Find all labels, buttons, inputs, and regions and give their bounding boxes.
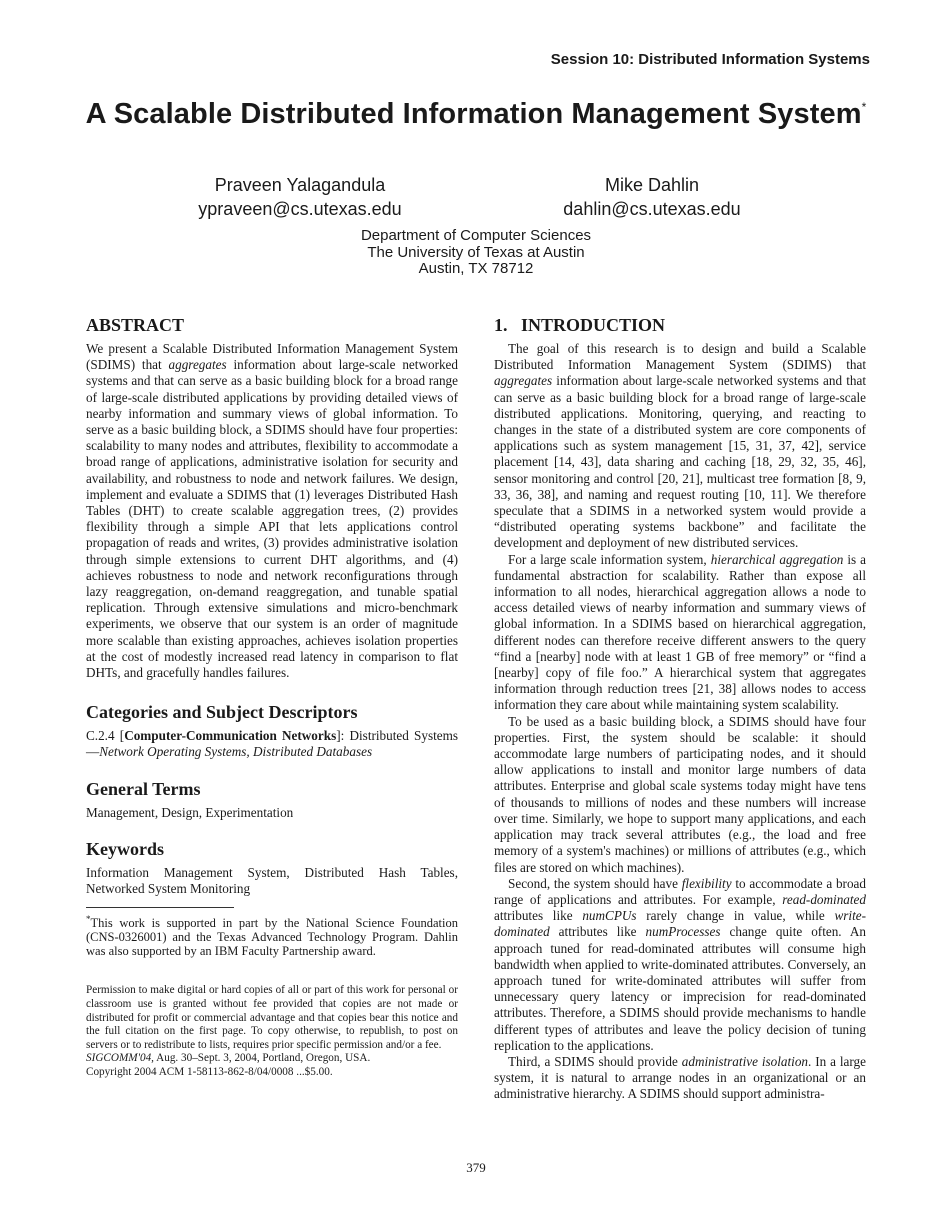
text-part: is a fundamental abstraction for scalability. Rather than expose all information to all nodes, hierarchical aggregation allows a node to access detailed views of nearby information and summary views of global information. In a SDIMS based on hierarchical aggregation, different nodes can therefore receive different answers to the query “find a [nearby] node with at least 1 GB of free memory” or “find a [nearby] copy of file foo.” A hierarchical system that aggregates information through reduction trees [21, 38] allows nodes to access information they care about while maintaining system scalability. [494,551,866,713]
venue-name: SIGCOMM'04, [86,1052,154,1065]
text-part: attributes like [549,924,646,940]
right-column [494,315,866,1103]
author-name: Praveen Yalagandula [214,175,386,195]
categories-text [86,728,458,760]
category-code: C.2.4 [ [86,728,125,744]
author-email: ypraveen@cs.utexas.edu [198,199,402,219]
text-part: For a large scale information system, [508,551,711,567]
abstract-heading: ABSTRACT [86,315,185,335]
emphasis: write-dominated [494,908,866,940]
paper-title [0,98,952,131]
text-part: Third, a SDIMS should provide [508,1053,682,1069]
general-terms-text: Management, Design, Experimentation [86,804,294,820]
keywords-heading: Keywords [86,838,164,859]
intro-paragraph-1 [494,341,866,552]
emphasis: hierarchical aggregation [710,551,844,567]
title-footnote-mark: * [861,100,867,114]
permission-text: Permission to make digital or hard copies of all or part of this work for personal or classroom use is granted without fee provided that copies are not made or distributed for profit or commercial advantage and that copies bear this notice and the full citation on the first page. To copy otherwise, to republish, to post on servers or to redistribute to lists, requires prior specific permission and/or a fee. [86,984,458,1051]
author-name: Mike Dahlin [604,175,700,195]
categories-heading: Categories and Subject Descriptors [86,702,358,723]
footnote-divider [86,907,234,908]
text-part: information about large-scale networked systems and that can serve as a basic building block for a broad range of large-scale distributed applications. Monitoring, querying, and reacting to changes in the state of a distributed system are core components of applications such as system management [15, 31, 37, 42], service placement [14, 43], data sharing and caching [18, 29, 32, 35, 46], sensor monitoring and control [20, 21], multicast tree formation [8, 9, 33, 36, 38], and naming and request routing [10, 11]. We therefore speculate that a SDIMS in a networked system would provide a “distributed operating systems backbone” and facilitate the development and deployment of new distributed services. [494,373,866,551]
intro-paragraph-4 [494,876,866,1054]
category-mid: ]: Distributed Systems— [86,728,459,760]
abstract-text [86,341,458,681]
text-part: Second, the system should have [508,875,682,891]
footnote-text: This work is supported in part by the National Science Foundation (CNS-0326001) and the Texas Advanced Technology Program. Dahlin was also supported by an IBM Faculty Partnership award. [86,916,458,959]
intro-paragraph-5 [494,1054,866,1103]
author-block-2 [502,173,802,221]
text-part: change quite often. An approach tuned for read-dominated attributes will consume high bandwidth when applied to write-dominated attributes. Conversely, an approach tuned for write-dominated attributes will suffer from unnecessary query latency or imprecision for read-dominated attributes. Therefore, a SDIMS should provide mechanisms to handle different types of attributes and leave the policy decision of tuning replication to the applications. [494,924,866,1053]
emphasis: aggregates [494,373,553,389]
emphasis: numProcesses [645,924,721,940]
category-bold: Computer-Communication Networks [124,728,337,744]
affiliation-line: Austin, TX 78712 [418,260,534,277]
affiliation [0,228,952,278]
text-part: attributes like [494,908,583,924]
keywords-text: Information Management System, Distributed Hash Tables, Networked System Monitoring [86,864,458,897]
general-terms-heading: General Terms [86,778,201,799]
text-part: . In a large system, it is natural to arrange nodes in an organizational or an administrative hierarchy. A SDIMS should support administra- [494,1053,866,1102]
footnote [86,912,458,958]
author-block-1 [150,173,450,221]
left-column [86,315,458,1080]
category-italic: Network Operating Systems, Distributed Databases [99,744,373,760]
text-part: The goal of this research is to design and build a Scalable Distributed Information Management System (SDIMS) that [494,341,866,373]
introduction-heading: 1. INTRODUCTION [494,315,666,335]
copyright-line: Copyright 2004 ACM 1-58113-862-8/04/0008 ...$5.00. [86,1066,333,1078]
venue-details: Aug. 30–Sept. 3, 2004, Portland, Oregon, USA. [153,1052,371,1065]
text-part: rarely change in value, while [636,908,835,924]
author-email: dahlin@cs.utexas.edu [563,199,741,219]
emphasis: numCPUs [582,908,637,924]
session-header: Session 10: Distributed Information Systems [550,51,870,68]
intro-paragraph-2 [494,552,866,714]
venue-line [86,1052,458,1066]
intro-paragraph-3: To be used as a basic building block, a SDIMS should have four properties. First, the system should be scalable: it should accommodate large numbers of participating nodes, and it should allow applications to install and monitor large numbers of data attributes. Enterprise and global scale systems today might have tens of thousands to millions of nodes and these numbers will increase over time. Similarly, we hope to support many applications, and each application may track several attributes (e.g., the load and free memory of a system's machines) or millions of attributes (e.g., which files are stored on which machines). [494,713,866,875]
text-part: to accommodate a broad range of applications and attributes. For example, [494,875,866,907]
emphasis: flexibility [681,875,732,891]
abstract-text-part: information about large-scale networked systems and that can serve as a basic building block for a broad range of large-scale distributed applications by providing detailed views of nearby information and summary views of global information. To serve as a basic building block, a SDIMS should have four properties: scalability to many nodes and attributes, flexibility to accommodate a broad range of applications, administrative isolation for security and availability, and robustness to node and network failures. We design, implement and evaluate a SDIMS that (1) leverages Distributed Hash Tables (DHT) to create scalable aggregation trees, (2) provides flexibility through a simple API that lets applications control propagation of reads and writes, (3) provides administrative isolation through simple extensions to current DHT algorithms, and (4) achieves robustness to node and network reconfigurations through lazy reaggregation, on-demand reaggregation, and tunable spatial replication. Through extensive simulations and micro-benchmark experiments, we observe that our system is an order of magnitude more scalable than existing approaches, achieves isolation properties at the cost of modestly increased read latency in comparison to flat DHTs, and gracefully handles failures. [86,357,458,681]
title-text: A Scalable Distributed Information Management System [85,98,862,130]
emphasis: read-dominated [782,891,866,907]
footnote-mark: * [86,914,91,925]
affiliation-line: Department of Computer Sciences [360,227,592,244]
abstract-text-part: We present a Scalable Distributed Information Management System (SDIMS) that [86,341,458,373]
abstract-emphasis: aggregates [168,357,227,373]
affiliation-line: The University of Texas at Austin [367,243,585,261]
page-number: 379 [466,1160,486,1175]
permission-notice [86,984,458,1079]
emphasis: administrative isolation [681,1053,809,1069]
